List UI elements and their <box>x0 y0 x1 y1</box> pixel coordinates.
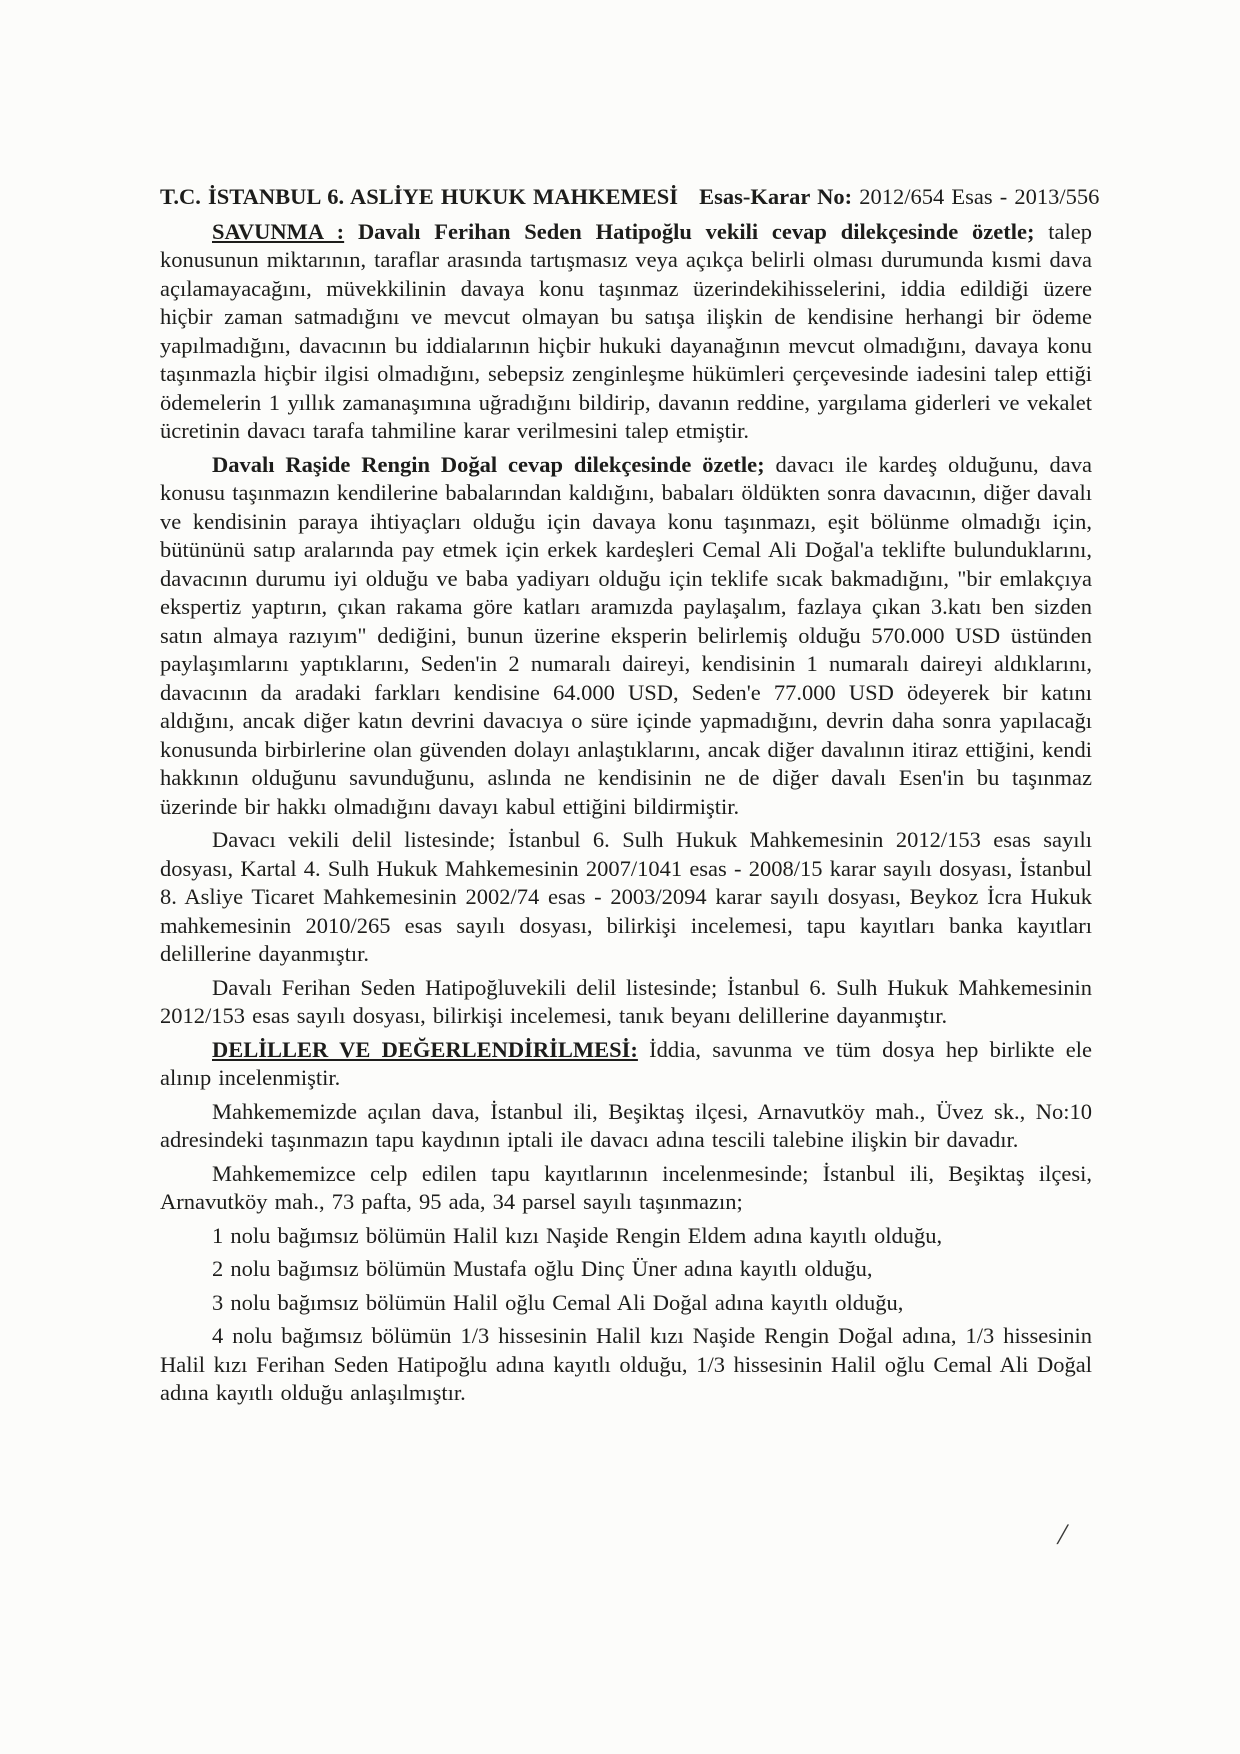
scan-edge-artifact <box>8 0 10 1754</box>
raside-lead: Davalı Raşide Rengin Doğal cevap dilekçesinde özetle; <box>212 451 765 477</box>
paragraph-tapu-incelemesi <box>160 1160 1092 1217</box>
deliller-body: İddia, savunma ve tüm dosya hep birlikte ele alınıp incelenmiştir. <box>160 1036 1093 1090</box>
tapu-incelemesi-text: Mahkememizce celp edilen tapu kayıtlarının incelenmesinde; İstanbul ili, Beşiktaş ilçesi, Arnavutköy mah., 73 pafta, 95 ada, 34 parsel sayılı taşınmazın; <box>160 1160 1092 1214</box>
bagimsiz-bolum-3-text: 3 nolu bağımsız bölümün Halil oğlu Cemal Ali Doğal adına kayıtlı olduğu, <box>212 1289 904 1315</box>
dava-ozeti-text: Mahkememizde açılan dava, İstanbul ili, Beşiktaş ilçesi, Arnavutköy mah., Üvez sk., No:10 adresindeki taşınmazın tapu kaydının iptali ile davacı adına tescili talebine ilişkin bir davadır. <box>160 1098 1092 1152</box>
court-title: T.C. İSTANBUL 6. ASLİYE HUKUK MAHKEMESİ <box>160 184 679 209</box>
paragraph-deliller-degerlendirilmesi <box>160 1036 1092 1093</box>
document-header <box>160 183 1100 212</box>
list-item-bagimsiz-bolum-3 <box>160 1289 1092 1318</box>
list-item-bagimsiz-bolum-4 <box>160 1322 1092 1408</box>
handwritten-slash-mark: / <box>1057 1517 1067 1552</box>
paragraph-davaci-delil-listesi <box>160 826 1092 969</box>
davaci-delil-text: Davacı vekili delil listesinde; İstanbul 6. Sulh Hukuk Mahkemesinin 2012/153 esas sayılı dosyası, Kartal 4. Sulh Hukuk Mahkemesinin 2007/1041 esas - 2008/15 karar sayılı dosyası, İstanbul 8. Asliye Ticaret Mahkemesinin 2002/74 esas - 2003/2094 karar sayılı dosyası, Beykoz İcra Hukuk mahkemesinin 2010/265 esas sayılı dosyası, bilirkişi incelemesi, tapu kayıtları banka kayıtları delillerine dayanmıştır. <box>160 827 1092 966</box>
deliller-heading: DELİLLER VE DEĞERLENDİRİLMESİ: <box>212 1036 638 1062</box>
document-body <box>160 183 1100 1413</box>
bagimsiz-bolum-1-text: 1 nolu bağımsız bölümün Halil kızı Naşide Rengin Eldem adına kayıtlı olduğu, <box>212 1222 943 1248</box>
savunma-body: talep konusunun miktarının, taraflar arasında tartışmasız veya açıkça belirli olması durumunda kısmi dava açılamayacağını, müvekkilinin davaya konu taşınmaz üzerindekihisselerini, iddia edildiği üzere hiçbir zaman satmadığını ve mevcut olmayan bu satışa ilişkin de kendisine herhangi bir ödeme yapılmadığını, davacının bu iddialarının hiçbir hukuki dayanağının mevcut olmadığını, davaya konu taşınmazla hiçbir ilgisi olmadığını, sebepsiz zenginleşme hükümleri çerçevesinde iadesini talep ettiği ödemelerin 1 yıllık zamanaşımına uğradığını bildirip, davanın reddine, yargılama giderleri ve vekalet ücretinin davacı tarafa tahmiline karar verilmesini talep etmiştir. <box>160 218 1092 443</box>
paragraph-dava-ozeti <box>160 1098 1092 1155</box>
case-no-value: 2012/654 Esas - 2013/556 <box>859 184 1100 209</box>
bagimsiz-bolum-4-text: 4 nolu bağımsız bölümün 1/3 hissesinin Halil kızı Naşide Rengin Doğal adına, 1/3 hissesinin Halil kızı Ferihan Seden Hatipoğlu adına kayıtlı olduğu, 1/3 hissesinin Halil oğlu Cemal Ali Doğal adına kayıtlı olduğu anlaşılmıştır. <box>160 1323 1092 1405</box>
raside-body: davacı ile kardeş olduğunu, dava konusu taşınmazın kendilerine babalarından kaldığını, babaları öldükten sonra davacının, diğer davalı ve kendisinin paraya ihtiyaçları olduğu için davaya konu taşınmazı, eşit bölünme olmadığı için, bütününü satıp aralarında pay etmek için erkek kardeşleri Cemal Ali Doğal'a teklifte bulunduklarını, davacının durumu iyi olduğu ve baba yadiyarı olduğu için teklife sıcak bakmadığını, "bir emlakçıya ekspertiz yaptırın, çıkan rakama göre katları aramızda paylaşalım, fazlaya çıkan 3.katı ben sizden satın almaya razıyım" dediğini, bunun üzerine eksperin belirlemiş olduğu 570.000 USD üstünden paylaşımlarını yaptıklarını, Seden'in 2 numaralı daireyi, kendisinin 1 numaralı daireyi aldıklarını, davacının da aradaki farkları kendisine 64.000 USD, Seden'e 77.000 USD ödeyerek bir katını aldığını, ancak diğer katın devrini davacıya o süre içinde yapmadığını, devrin daha sonra yapılacağı konusunda birbirlerine olan güvenden dolayı anlaştıklarını, ancak diğer davalının itiraz ettiğini, kendi hakkının olduğunu savunduğunu, aslında ne kendisinin ne de diğer davalı Esen'in bu taşınmaz üzerinde bir hakkı olmadığını davayı kabul ettiğini bildirmiştir. <box>160 451 1093 819</box>
list-item-bagimsiz-bolum-1 <box>160 1222 1092 1251</box>
case-no-label: Esas-Karar No: <box>699 184 853 209</box>
paragraph-davali-delil-listesi <box>160 974 1092 1031</box>
bagimsiz-bolum-2-text: 2 nolu bağımsız bölümün Mustafa oğlu Dinç Üner adına kayıtlı olduğu, <box>212 1256 873 1281</box>
davali-delil-text: Davalı Ferihan Seden Hatipoğluvekili delil listesinde; İstanbul 6. Sulh Hukuk Mahkemesinin 2012/153 esas sayılı dosyası, bilirkişi incelemesi, tanık beyanı delillerine dayanmıştır. <box>160 974 1092 1028</box>
paragraph-davali-raside <box>160 451 1092 822</box>
list-item-bagimsiz-bolum-2 <box>160 1255 1092 1284</box>
savunma-heading: SAVUNMA : <box>212 218 345 244</box>
savunma-lead: Davalı Ferihan Seden Hatipoğlu vekili cevap dilekçesinde özetle; <box>357 218 1035 244</box>
paragraph-savunma <box>160 218 1092 446</box>
